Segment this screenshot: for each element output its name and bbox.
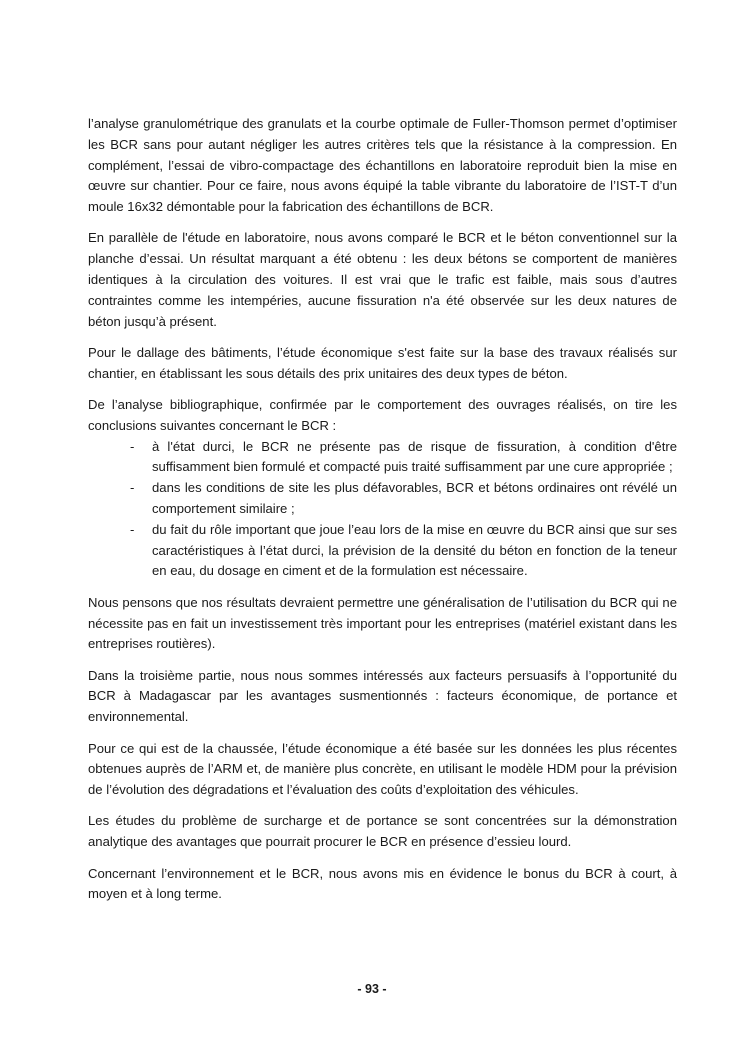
bullet-dash: -: [130, 480, 135, 496]
list-item: [88, 478, 677, 520]
bullet-dash: -: [130, 438, 135, 454]
page-number: - 93 -: [357, 982, 387, 996]
list-item-text: du fait du rôle important que joue l’eau lors de la mise en œuvre du BCR ainsi que sur ses caractéristiques à l’état durci, la prévision de la densité du béton en fonction de la teneur en eau, du dosage en ciment et de la formulation est nécessaire.: [152, 521, 677, 579]
paragraph-overload: Les études du problème de surcharge et de portance se sont concentrées sur la démonstration analytique des avantages que pourrait procurer le BCR en présence d’essieu lourd.: [88, 813, 677, 850]
list-item: [88, 437, 677, 479]
paragraph-bibliography: De l’analyse bibliographique, confirmée par le comportement des ouvrages réalisés, on tire les conclusions suivantes concernant le BCR :: [88, 397, 677, 433]
paragraph-results: Nous pensons que nos résultats devraient permettre une généralisation de l’utilisation du BCR qui ne nécessite pas en fait un investissement très important pour les entreprises (matériel existant dans les entreprises routières).: [88, 594, 677, 652]
bullet-dash: -: [130, 521, 135, 537]
list-item: [88, 520, 677, 582]
paragraph-pavement: Pour ce qui est de la chaussée, l’étude économique a été basée sur les données les plus récentes obtenues auprès de l’ARM et, de manière plus concrète, en utilisant le modèle HDM pour la prévision de l’évolution des dégradations et l’évaluation des coûts d’exploitation des véhicules.: [88, 740, 677, 798]
paragraph-building-slab: Pour le dallage des bâtiments, l’étude économique s'est faite sur la base des travaux réalisés sur chantier, en établissant les sous détails des prix unitaires des deux types de béton.: [88, 344, 677, 381]
paragraph-test-slab: En parallèle de l'étude en laboratoire, nous avons comparé le BCR et le béton conventionnel sur la planche d’essai. Un résultat marquant a été obtenu : les deux bétons se comportent de manières identiques à la circulation des voitures. Il est vrai que le trafic est faible, mais sous d’autres contraintes comme les intempéries, aucune fissuration n'a été observée sur les deux natures de béton jusqu’à présent.: [88, 230, 677, 329]
paragraph-third-part: Dans la troisième partie, nous nous sommes intéressés aux facteurs persuasifs à l’opportunité du BCR à Madagascar par les avantages susmentionnés : facteurs économique, de portance et environnemental.: [88, 667, 677, 725]
paragraph-granulometry: l’analyse granulométrique des granulats et la courbe optimale de Fuller-Thomson permet d’optimiser les BCR sans pour autant négliger les autres critères tels que la résistance à la compression. En complément, l’essai de vibro-compactage des échantillons en laboratoire reproduit bien la mise en œuvre sur chantier. Pour ce faire, nous avons équipé la table vibrante du laboratoire de l’IST-T d’un moule 16x32 démontable pour la fabrication des échantillons de BCR.: [88, 116, 677, 215]
page-body: [88, 114, 677, 916]
conclusions-list: [88, 437, 677, 583]
paragraph-environment: Concernant l’environnement et le BCR, nous avons mis en évidence le bonus du BCR à court, à moyen et à long terme.: [88, 865, 677, 902]
list-item-text: dans les conditions de site les plus défavorables, BCR et bétons ordinaires ont révélé un comportement similaire ;: [152, 480, 677, 517]
list-item-text: à l'état durci, le BCR ne présente pas de risque de fissuration, à condition d'être suffisamment bien formulé et compacté puis traité suffisamment par une cure appropriée ;: [152, 438, 677, 475]
